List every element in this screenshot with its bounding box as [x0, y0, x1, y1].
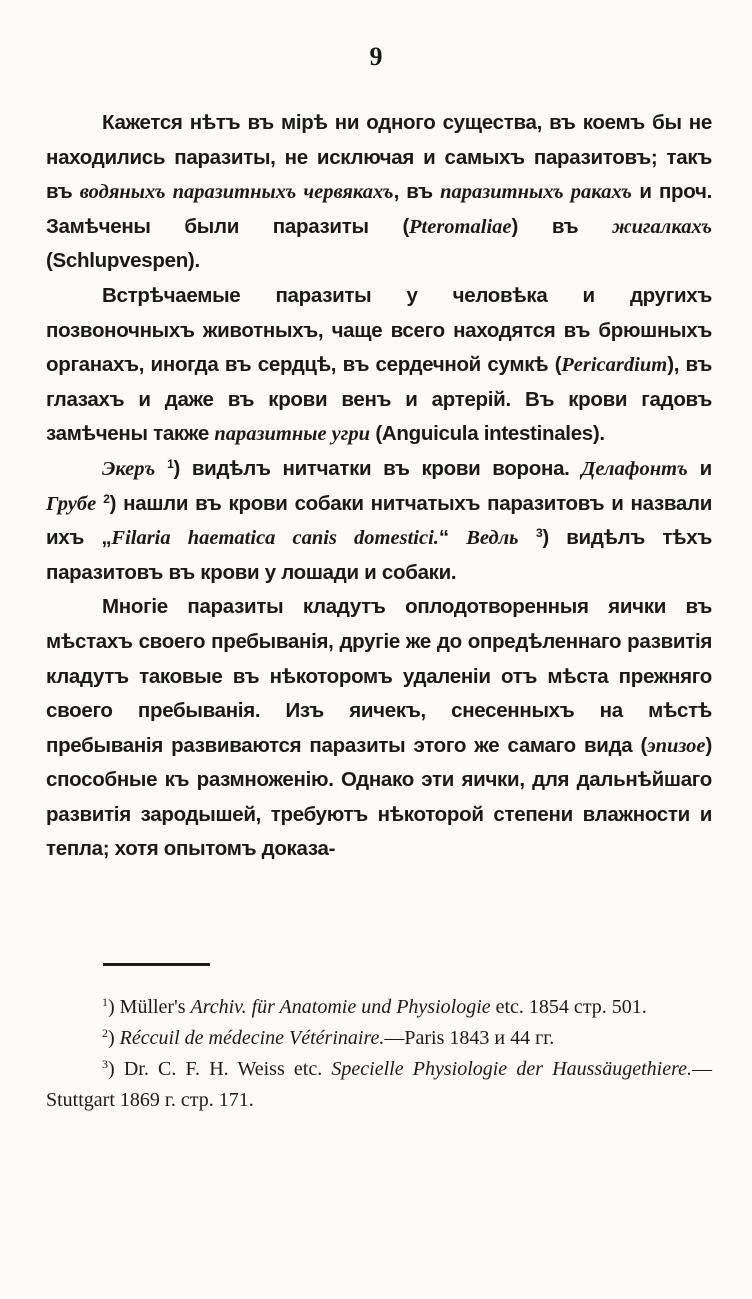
- page-number: 9: [369, 42, 383, 71]
- footnote-ref-3: 3: [535, 526, 543, 541]
- footnote-2: $^2$) Réccuil de médecine Vétérinaire.—Paris 1843 и 44 гг.: [102, 1026, 555, 1049]
- footnotes: [46, 992, 712, 1116]
- paragraph-2: Встрѣчаемые паразиты у человѣка и другихъ позвоночныхъ животныхъ, чаще всего находятся въ брюшныхъ органахъ, иногда въ сердцѣ, въ сердечной сумкѣ (Pericardium), въ глазахъ и даже въ крови венъ и артерій. Въ крови гадовъ замѣчены также паразитные угри (Anguicula intestinales).: [46, 283, 712, 446]
- footnote-1: $^1$) Müller's Archiv. für Anatomie und Physiologie etc. 1854 стр. 501.: [102, 995, 647, 1018]
- footnote-3: $^3$) Dr. C. F. H. Weiss etc. Specielle Physiologie der Haussäugethiere.—Stuttgart 1869 г. стр. 171.: [46, 1057, 712, 1111]
- paragraph-3: Экеръ $^1$) видѣлъ нитчатки въ крови ворона. Делафонтъ и Грубе $^2$) нашли въ крови собаки нитчатыхъ паразитовъ и назвали ихъ „Filaria haematica canis domestici.“ Ведль $^3$) видѣлъ тѣхъ паразитовъ въ крови у лошади и собаки.: [46, 456, 712, 584]
- paragraph-1: Кажется нѣтъ въ мірѣ ни одного существа, въ коемъ бы не находились паразиты, не исключая и самыхъ паразитовъ; такъ въ водяныхъ паразитныхъ червякахъ, въ паразитныхъ ракахъ и проч. Замѣчены были паразиты (Pteromaliae) въ жигалкахъ (Schlupvespen).: [46, 111, 712, 273]
- main-text: [46, 106, 712, 867]
- footnote-ref-2: 2: [103, 491, 110, 506]
- paragraph-4: Многіе паразиты кладутъ оплодотворенныя яички въ мѣстахъ своего пребыванія, другіе же до опредѣленнаго развитія кладутъ таковые въ нѣкоторомъ удаленіи отъ мѣста прежняго своего пребыванія. Изъ яичекъ, снесенныхъ на мѣстѣ пребыванія развиваются паразиты этого же самаго вида (эпизое) способные къ размноженію. Однако эти яички, для дальнѣйшаго развитія зародышей, требуютъ нѣкоторой степени влажности и тепла; хотя опытомъ доказа-: [46, 595, 712, 861]
- footnote-ref-1: 1: [167, 456, 174, 471]
- footnote-divider: [103, 963, 210, 966]
